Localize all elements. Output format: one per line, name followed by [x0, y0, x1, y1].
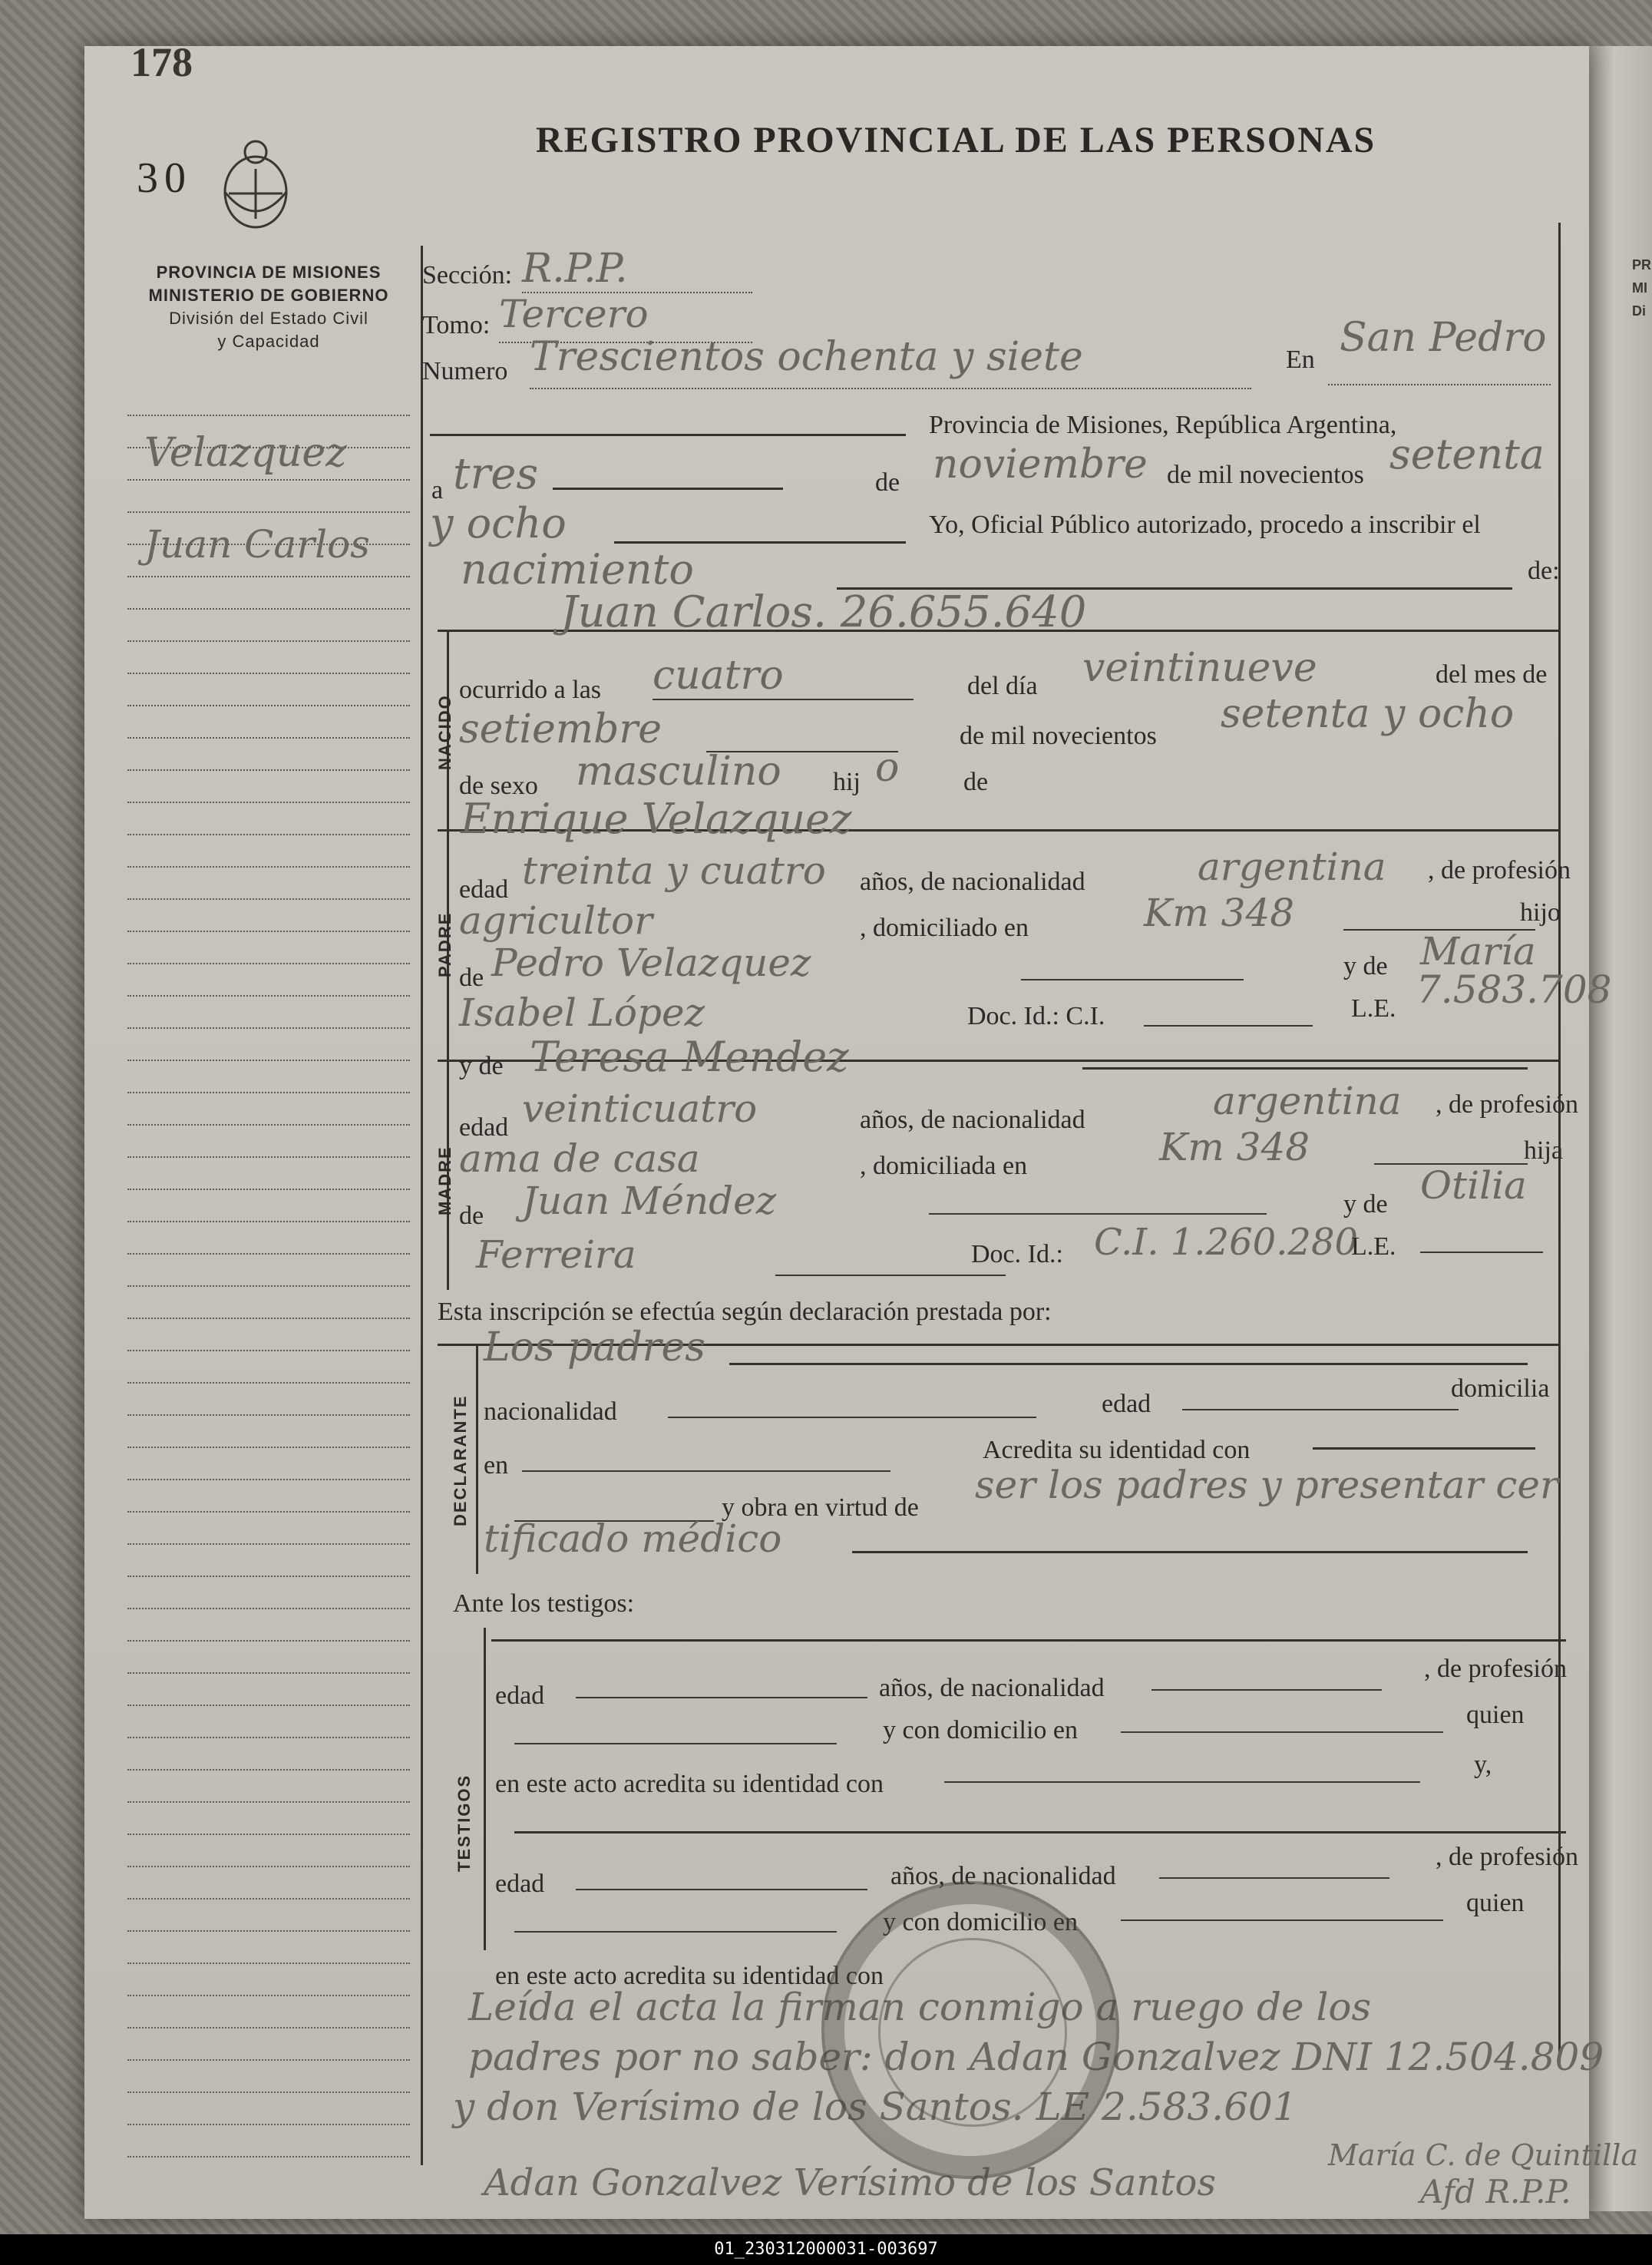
label-en-este-t1: en este acto acredita su identidad con: [495, 1770, 884, 1798]
value-cierre-1: Leída el acta la firman conmigo a ruego de los: [468, 1985, 1372, 2029]
label-ocurrido: ocurrido a las: [459, 676, 602, 704]
value-seccion: R.P.P.: [522, 246, 628, 292]
line: [1328, 384, 1551, 385]
value-sexo: masculino: [576, 749, 781, 795]
value-anio-2: y ocho: [430, 499, 567, 547]
label-provincia: Provincia de Misiones, República Argentina,: [929, 411, 1397, 439]
margin-rule: [127, 1543, 410, 1545]
label-del-dia: del día: [967, 672, 1038, 700]
value-madre-padre: Juan Méndez: [522, 1179, 777, 1223]
margin-rule: [127, 1027, 410, 1029]
ministry-line-1: PROVINCIA DE MISIONES: [156, 263, 382, 282]
line: [1151, 1689, 1382, 1691]
label-edad-t2: edad: [495, 1870, 545, 1898]
margin-rule: [127, 1866, 410, 1867]
margin-rule: [127, 415, 410, 416]
label-domiciliada: , domiciliada en: [860, 1152, 1028, 1180]
value-madre-edad: veinticuatro: [522, 1086, 758, 1131]
official-seal: [821, 1881, 1119, 2179]
margin-rule: [127, 1737, 410, 1738]
line: [576, 1889, 867, 1890]
value-padre-madre-2: Isabel López: [459, 990, 705, 1035]
line: [576, 1697, 867, 1698]
value-cierre-3: y don Verísimo de los Santos. LE 2.583.601: [453, 2085, 1297, 2129]
line: [1420, 1252, 1543, 1253]
label-en-2: en: [484, 1451, 509, 1480]
value-tomo: Tercero: [499, 292, 649, 336]
value-madre-prof: ama de casa: [459, 1136, 700, 1181]
line: [514, 1831, 1566, 1833]
value-padre-dom: Km 348: [1144, 891, 1295, 935]
margin-rule: [127, 1833, 410, 1835]
value-cierre-2: padres por no saber: don Adan Gonzalvez DNI 12.504.809: [468, 2035, 1604, 2079]
margin-rule: [127, 898, 410, 900]
label-nacionalidad-2: años, de nacionalidad: [860, 1106, 1085, 1134]
value-hij: o: [875, 745, 900, 791]
line: [668, 1417, 1036, 1418]
main-border-left: [421, 246, 423, 2165]
value-virtud-1: ser los padres y presentar cer: [975, 1463, 1558, 1507]
label-en: En: [1286, 346, 1315, 374]
margin-rule: [127, 1447, 410, 1448]
label-profesion: , de profesión: [1428, 856, 1571, 885]
label-profesion-2: , de profesión: [1436, 1090, 1579, 1119]
ministry-line-2: MINISTERIO DE GOBIERNO: [148, 286, 389, 305]
label-nac-t2: años, de nacionalidad: [890, 1862, 1116, 1890]
label-acredita: Acredita su identidad con: [983, 1436, 1251, 1464]
margin-rule: [127, 1285, 410, 1287]
label-hijo: hijo: [1520, 898, 1561, 927]
label-domiciliado: , domiciliado en: [860, 914, 1029, 942]
margin-rule: [127, 2091, 410, 2093]
margin-rule: [127, 511, 410, 513]
margin-surname: Velazquez: [144, 430, 347, 476]
testigos-side-rule: [484, 1628, 486, 1950]
line: [522, 1470, 890, 1472]
label-le-2: L.E.: [1351, 1232, 1396, 1261]
section-padre: PADRE: [435, 911, 454, 977]
margin-rule: [127, 802, 410, 803]
value-firmas: Adan Gonzalvez Verísimo de los Santos: [484, 2161, 1217, 2204]
value-madre-madre-2: Ferreira: [476, 1232, 636, 1277]
label-tomo: Tomo:: [422, 311, 491, 339]
ministry-line-3: División del Estado Civil: [169, 309, 368, 328]
margin-rule: [127, 1156, 410, 1158]
ministry-line-4: y Capacidad: [217, 332, 320, 351]
section-declarante: DECLARANTE: [451, 1394, 470, 1526]
label-prof-t1: , de profesión: [1424, 1655, 1568, 1683]
label-edad-2: edad: [459, 1113, 509, 1142]
value-dia: tres: [453, 449, 539, 499]
image-id-footer: 01_230312000031-003697: [0, 2234, 1652, 2265]
label-yo: Yo, Oficial Público autorizado, procedo a inscribir el: [929, 511, 1481, 539]
value-mes-nac: setiembre: [459, 706, 662, 752]
value-acto: nacimiento: [461, 545, 694, 594]
line: [514, 1743, 837, 1744]
margin-rule: [127, 1253, 410, 1255]
label-quien-t1: quien: [1466, 1701, 1525, 1729]
line: [553, 488, 783, 490]
line: [1144, 1025, 1313, 1027]
line: [1182, 1409, 1459, 1410]
line: [1313, 1447, 1535, 1450]
facing-page-edge: [1589, 46, 1652, 2211]
line: [929, 1213, 1267, 1215]
value-padre-nac: argentina: [1198, 845, 1386, 889]
margin-rule: [127, 1479, 410, 1480]
line: [514, 1931, 837, 1933]
value-padre-padre: Pedro Velazquez: [491, 941, 811, 985]
value-mes: noviembre: [933, 441, 1148, 488]
margin-rule: [127, 1608, 410, 1609]
line: [729, 1363, 1528, 1365]
line: [944, 1781, 1420, 1783]
label-de-mil-2: de mil novecientos: [960, 722, 1157, 750]
label-dom-t1: y con domicilio en: [883, 1716, 1079, 1744]
margin-rule: [127, 479, 410, 481]
margin-rule: [127, 1382, 410, 1384]
value-padre-le: 7.583.708: [1416, 967, 1612, 1012]
margin-rule: [127, 931, 410, 932]
label-de-4: de: [459, 1202, 484, 1230]
line: [430, 434, 906, 436]
margin-rule: [127, 673, 410, 674]
value-firma-oficial: María C. de Quintilla: [1328, 2138, 1639, 2172]
margin-rule: [127, 1640, 410, 1642]
line: [1121, 1919, 1443, 1921]
label-y-de-3: y de: [1343, 1190, 1388, 1218]
value-padre-edad: treinta y cuatro: [522, 848, 826, 893]
line: [614, 541, 906, 544]
margin-rule: [127, 1221, 410, 1222]
label-doc-id: Doc. Id.: C.I.: [967, 1002, 1105, 1030]
value-padre-madre-1: María: [1420, 929, 1536, 974]
value-madre: Teresa Mendez: [530, 1033, 849, 1081]
label-de-3: de: [459, 964, 484, 992]
label-y-t1: y,: [1474, 1751, 1492, 1779]
margin-rule: [127, 1189, 410, 1190]
section-testigos: TESTIGOS: [454, 1774, 474, 1872]
section-madre: MADRE: [435, 1146, 454, 1215]
value-lugar: San Pedro: [1340, 315, 1547, 361]
margin-rule: [127, 963, 410, 964]
label-nacionalidad-3: nacionalidad: [484, 1397, 617, 1426]
corner-number: 178: [131, 39, 193, 85]
label-doc-id-2: Doc. Id.:: [971, 1240, 1063, 1268]
label-le: L.E.: [1351, 994, 1396, 1023]
margin-rule: [127, 1511, 410, 1513]
label-del-mes: del mes de: [1436, 660, 1548, 689]
page-number: 30: [137, 154, 192, 202]
margin-rule: [127, 2027, 410, 2029]
label-en-este-t2: en este acto acredita su identidad con: [495, 1962, 884, 1990]
line: [775, 1275, 1006, 1276]
margin-rule: [127, 2124, 410, 2125]
value-padre-prof: agricultor: [459, 898, 653, 943]
label-edad-t1: edad: [495, 1681, 545, 1710]
label-hija: hija: [1524, 1136, 1563, 1165]
margin-rule: [127, 1705, 410, 1706]
margin-rule: [127, 1898, 410, 1900]
registry-page: [84, 39, 1639, 2219]
value-dia-nac: veintinueve: [1082, 645, 1317, 691]
value-madre-doc: C.I. 1.260.280: [1094, 1221, 1359, 1264]
label-a: a: [431, 476, 444, 504]
value-declarante: Los padres: [484, 1324, 705, 1371]
margin-given-name: Juan Carlos: [144, 522, 370, 567]
label-de-mil: de mil novecientos: [1167, 461, 1364, 489]
value-oficial-cargo: Afd R.P.P.: [1420, 2173, 1571, 2210]
margin-rule: [127, 1672, 410, 1674]
margin-rule: [127, 1414, 410, 1416]
facing-page-text: PR MI Di: [1632, 257, 1652, 319]
value-madre-dom: Km 348: [1159, 1125, 1310, 1169]
value-hora: cuatro: [653, 653, 784, 699]
label-de: de: [875, 468, 900, 497]
margin-rule: [127, 866, 410, 868]
value-numero: Trescientos ochenta y siete: [530, 334, 1083, 380]
label-edad-3: edad: [1102, 1390, 1151, 1418]
value-anio-1: setenta: [1389, 430, 1545, 478]
label-sexo: de sexo: [459, 772, 538, 800]
label-nacionalidad: años, de nacionalidad: [860, 868, 1085, 896]
margin-rule: [127, 1124, 410, 1126]
margin-rule: [127, 2059, 410, 2061]
line: [653, 699, 914, 700]
label-quien-t2: quien: [1466, 1889, 1525, 1917]
label-edad: edad: [459, 875, 509, 904]
value-nombre: Juan Carlos. 26.655.640: [560, 587, 1087, 637]
value-madre-nac: argentina: [1213, 1079, 1402, 1123]
margin-rule: [127, 1801, 410, 1803]
margin-rule: [127, 1962, 410, 1964]
label-prof-t2: , de profesión: [1436, 1843, 1579, 1871]
margin-rule: [127, 1092, 410, 1093]
margin-rule: [127, 769, 410, 771]
line: [1082, 1067, 1528, 1070]
label-hij: hij: [833, 768, 861, 796]
label-de-colon: de:: [1528, 557, 1560, 585]
line: [1021, 979, 1244, 980]
value-anio-nac: setenta y ocho: [1221, 691, 1515, 737]
page-title: REGISTRO PROVINCIAL DE LAS PERSONAS: [536, 120, 1376, 160]
label-seccion: Sección:: [422, 261, 513, 289]
value-madre-madre-1: Otilia: [1420, 1163, 1527, 1208]
margin-rule: [127, 1350, 410, 1351]
margin-rule: [127, 705, 410, 706]
margin-rule: [127, 995, 410, 997]
coat-of-arms-icon: [213, 138, 298, 230]
ministry-block: [123, 261, 415, 353]
margin-rule: [127, 640, 410, 642]
line: [1121, 1731, 1443, 1733]
label-inscripcion: Esta inscripción se efectúa según declaración prestada por:: [438, 1298, 1052, 1326]
line: [491, 1639, 1566, 1642]
line: [1159, 1877, 1389, 1879]
line: [1044, 829, 1520, 832]
label-y-de: y de: [1343, 952, 1388, 980]
label-numero: Numero: [422, 357, 508, 385]
margin-rule: [127, 1576, 410, 1577]
section-nacido: NACIDO: [435, 694, 454, 770]
value-virtud-2: tificado médico: [484, 1516, 782, 1561]
margin-rule: [127, 1995, 410, 1996]
label-nac-t1: años, de nacionalidad: [879, 1674, 1105, 1702]
label-ante: Ante los testigos:: [453, 1589, 635, 1618]
margin-rule: [127, 1930, 410, 1932]
label-domicilia: domicilia: [1451, 1374, 1550, 1403]
margin-rule: [127, 2156, 410, 2158]
margin-rule: [127, 834, 410, 835]
line: [530, 388, 1251, 389]
label-y-de-2: y de: [459, 1052, 504, 1080]
margin-rule: [127, 1769, 410, 1771]
margin-rule: [127, 1060, 410, 1061]
margin-rule: [127, 608, 410, 610]
margin-rule: [127, 576, 410, 577]
margin-rule: [127, 737, 410, 739]
declarante-side-rule: [476, 1344, 478, 1574]
margin-rule: [127, 1318, 410, 1319]
label-y-obra: y obra en virtud de: [722, 1493, 919, 1522]
value-padre: Enrique Velazquez: [461, 795, 852, 843]
line: [852, 1551, 1528, 1553]
label-dom-t2: y con domicilio en: [883, 1908, 1079, 1936]
label-de-2: de: [963, 768, 989, 796]
